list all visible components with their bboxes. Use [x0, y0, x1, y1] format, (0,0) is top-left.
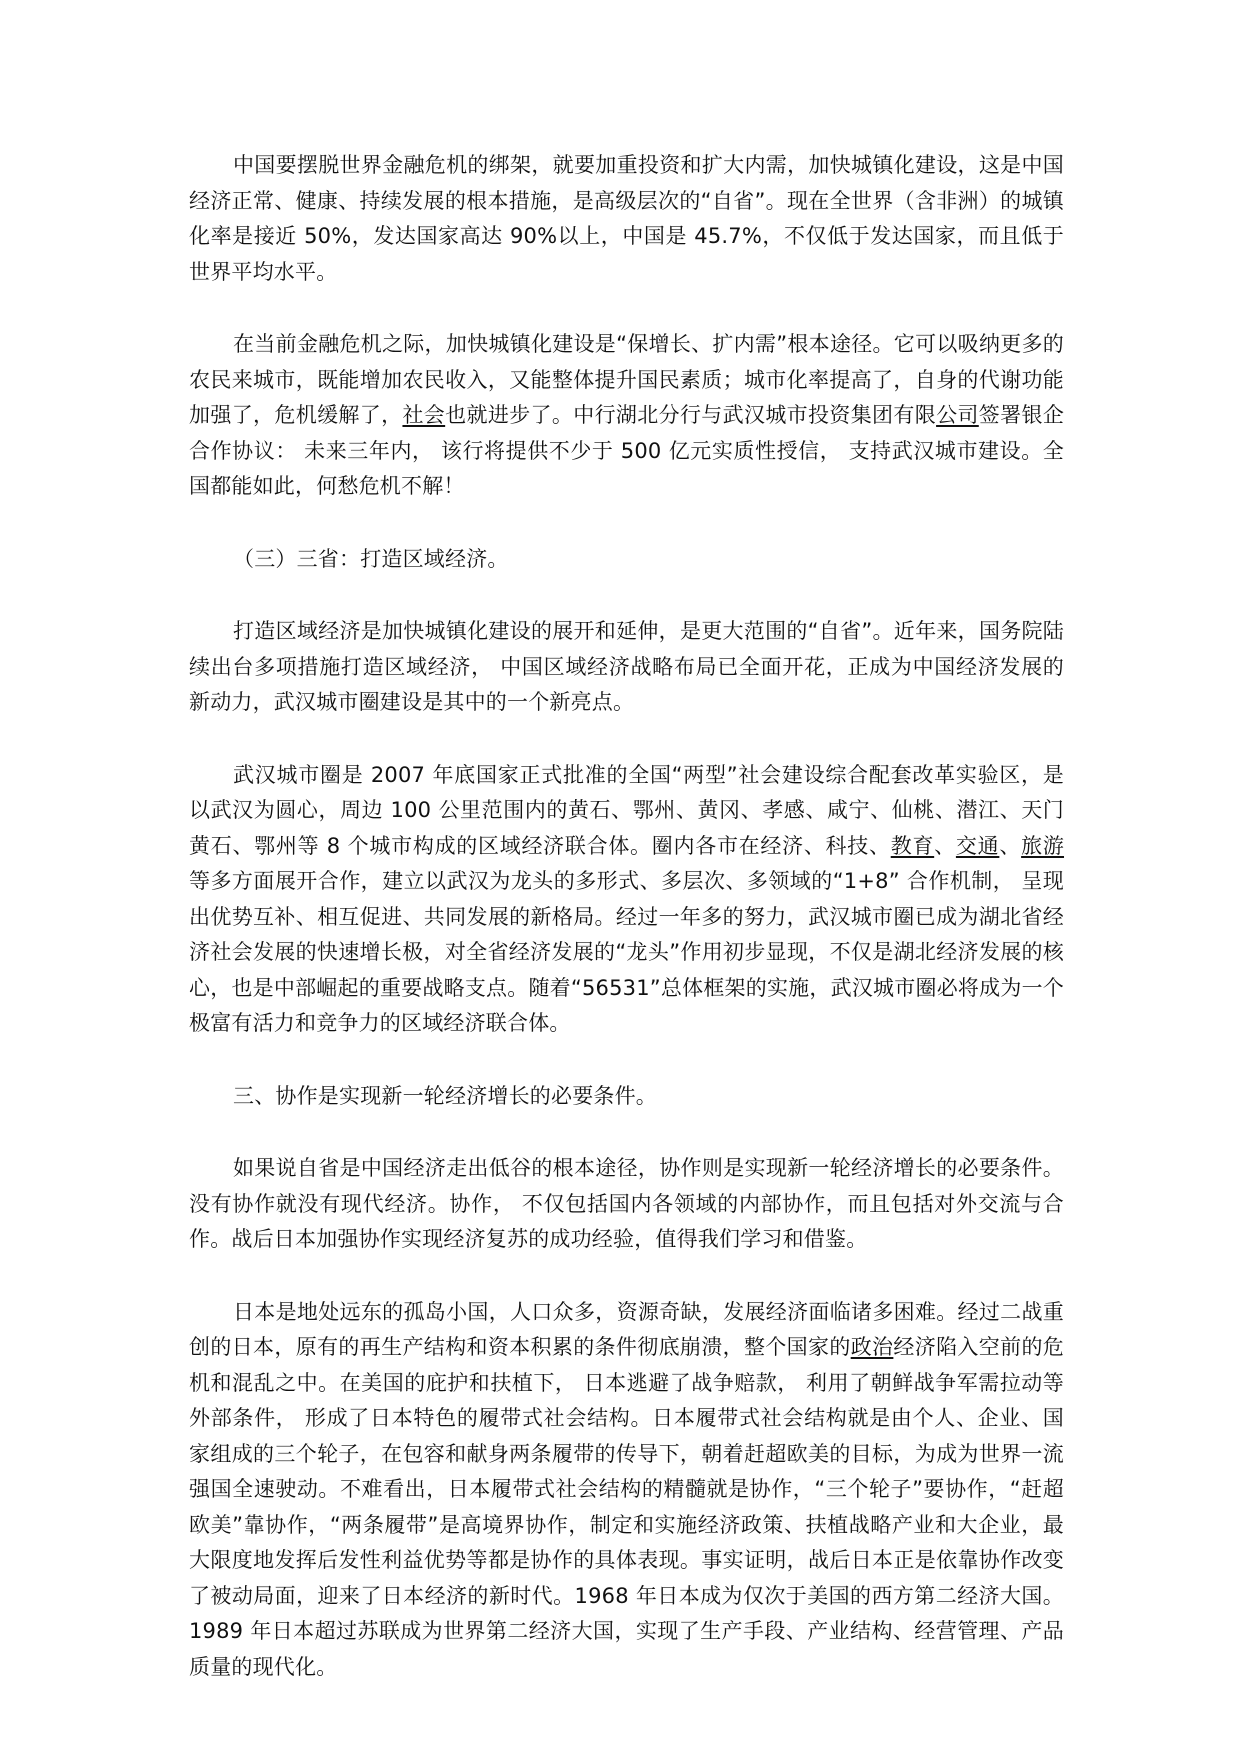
link-society[interactable]: 社会 [402, 403, 446, 427]
paragraph-text: 在当前金融危机之际，加快城镇化建设是“保增长、扩内需”根本途径。它可以吸纳更多的农民来城市，既能增加农民收入，又能整体提升国民素质；城市化率提高了，自身的代谢功能加强了，危机缓解了， [189, 332, 1064, 427]
paragraph-text: 、 [999, 833, 1022, 858]
paragraph-text: 、 [934, 833, 956, 858]
link-transportation[interactable]: 交通 [955, 833, 1000, 858]
link-company[interactable]: 公司 [936, 403, 979, 427]
paragraph-text: 经济陷入空前的危机和混乱之中。在美国的庇护和扶植下， 日本逃避了战争赔款， 利用了朝鲜战争军需拉动等外部条件， 形成了日本特色的履带式社会结构。日本履带式社会结构就是由个人、企业、国家组成的三个轮子，在包容和献身两条履带的传导下，朝着赶超欧美的目标，为成为世界一流强国全速驶动。不难看出，日本履带式社会结构的精髓就是协作，“三个轮子”要协作，“赶超欧美”靠协作，“两条履带”是高境界协作，制定和实施经济政策、扶植战略产业和大企业，最大限度地发挥后发性利益优势等都是协作的具体表现。事实证明，战后日本正是依靠协作改变了被动局面，迎来了日本经济的新时代。1968 年日本成为仅次于美国的西方第二经济大国。1989 年日本超过苏联成为世界第二经济大国，实现了生产手段、产业结构、经营管理、产品质量的现代化。 [189, 1335, 1065, 1679]
paragraph-text: 武汉城市圈是 2007 年底国家正式批准的全国“两型”社会建设综合配套改革实验区，是以武汉为圆心，周边 100 公里范围内的黄石、鄂州、黄冈、孝感、咸宁、仙桃、潜江、天门黄石、鄂州等 8 个城市构成的区域经济联合体。圈内各市在经济、科技、 [189, 762, 1064, 858]
link-politics[interactable]: 政治 [850, 1335, 894, 1359]
link-education[interactable]: 教育 [890, 833, 935, 858]
paragraph-regional-economy: 打造区域经济是加快城镇化建设的展开和延伸，是更大范围的“自省”。近年来，国务院陆续出台多项措施打造区域经济， 中国区域经济战略布局已全面开花，正成为中国经济发展的新动力，武汉城市圈建设是其中的一个新亮点。 [189, 619, 1064, 714]
paragraph-cooperation-condition: 如果说自省是中国经济走出低谷的根本途径，协作则是实现新一轮经济增长的必要条件。没有协作就没有现代经济。协作， 不仅包括国内各领域的内部协作，而且包括对外交流与合作。战后日本加强协作实现经济复苏的成功经验，值得我们学习和借鉴。 [189, 1156, 1064, 1251]
paragraph-text: 等多方面展开合作，建立以武汉为龙头的多形式、多层次、多领域的“1+8” 合作机制， 呈现出优势互补、相互促进、共同发展的新格局。经过一年多的努力，武汉城市圈已成为湖北省经济社会发展的快速增长极，对全省经济发展的“龙头”作用初步显现，不仅是湖北经济发展的核心，也是中部崛起的重要战略支点。随着“56531”总体框架的实施，武汉城市圈必将成为一个极富有活力和竞争力的区域经济联合体。 [189, 869, 1064, 1035]
paragraph-text: 也就进步了。中行湖北分行与武汉城市投资集团有限 [445, 403, 937, 427]
section-heading-three-provinces: （三）三省：打造区域经济。 [233, 546, 509, 571]
paragraph-wuhan-city-circle [189, 758, 1064, 1042]
link-tourism[interactable]: 旅游 [1021, 833, 1065, 858]
paragraph-japan-experience [189, 1295, 1064, 1686]
paragraph-urbanization: 中国要摆脱世界金融危机的绑架，就要加重投资和扩大内需，加快城镇化建设，这是中国经济正常、健康、持续发展的根本措施，是高级层次的“自省”。现在全世界（含非洲）的城镇化率是接近 50%，发达国家高达 90%以上，中国是 45.7%，不仅低于发达国家，而且低于世界平均水平。 [189, 153, 1064, 284]
paragraph-text: 签署银企合作协议： 未来三年内， 该行将提供不少于 500 亿元实质性授信， 支持武汉城市建设。全国都能如此，何愁危机不解！ [189, 403, 1065, 498]
document-page [189, 148, 1064, 1722]
paragraph-financial-crisis [189, 327, 1064, 505]
section-heading-cooperation: 三、协作是实现新一轮经济增长的必要条件。 [233, 1083, 657, 1108]
paragraph-text: 日本是地处远东的孤岛小国，人口众多，资源奇缺，发展经济面临诸多困难。经过二战重创的日本，原有的再生产结构和资本积累的条件彻底崩溃，整个国家的 [189, 1299, 1064, 1359]
